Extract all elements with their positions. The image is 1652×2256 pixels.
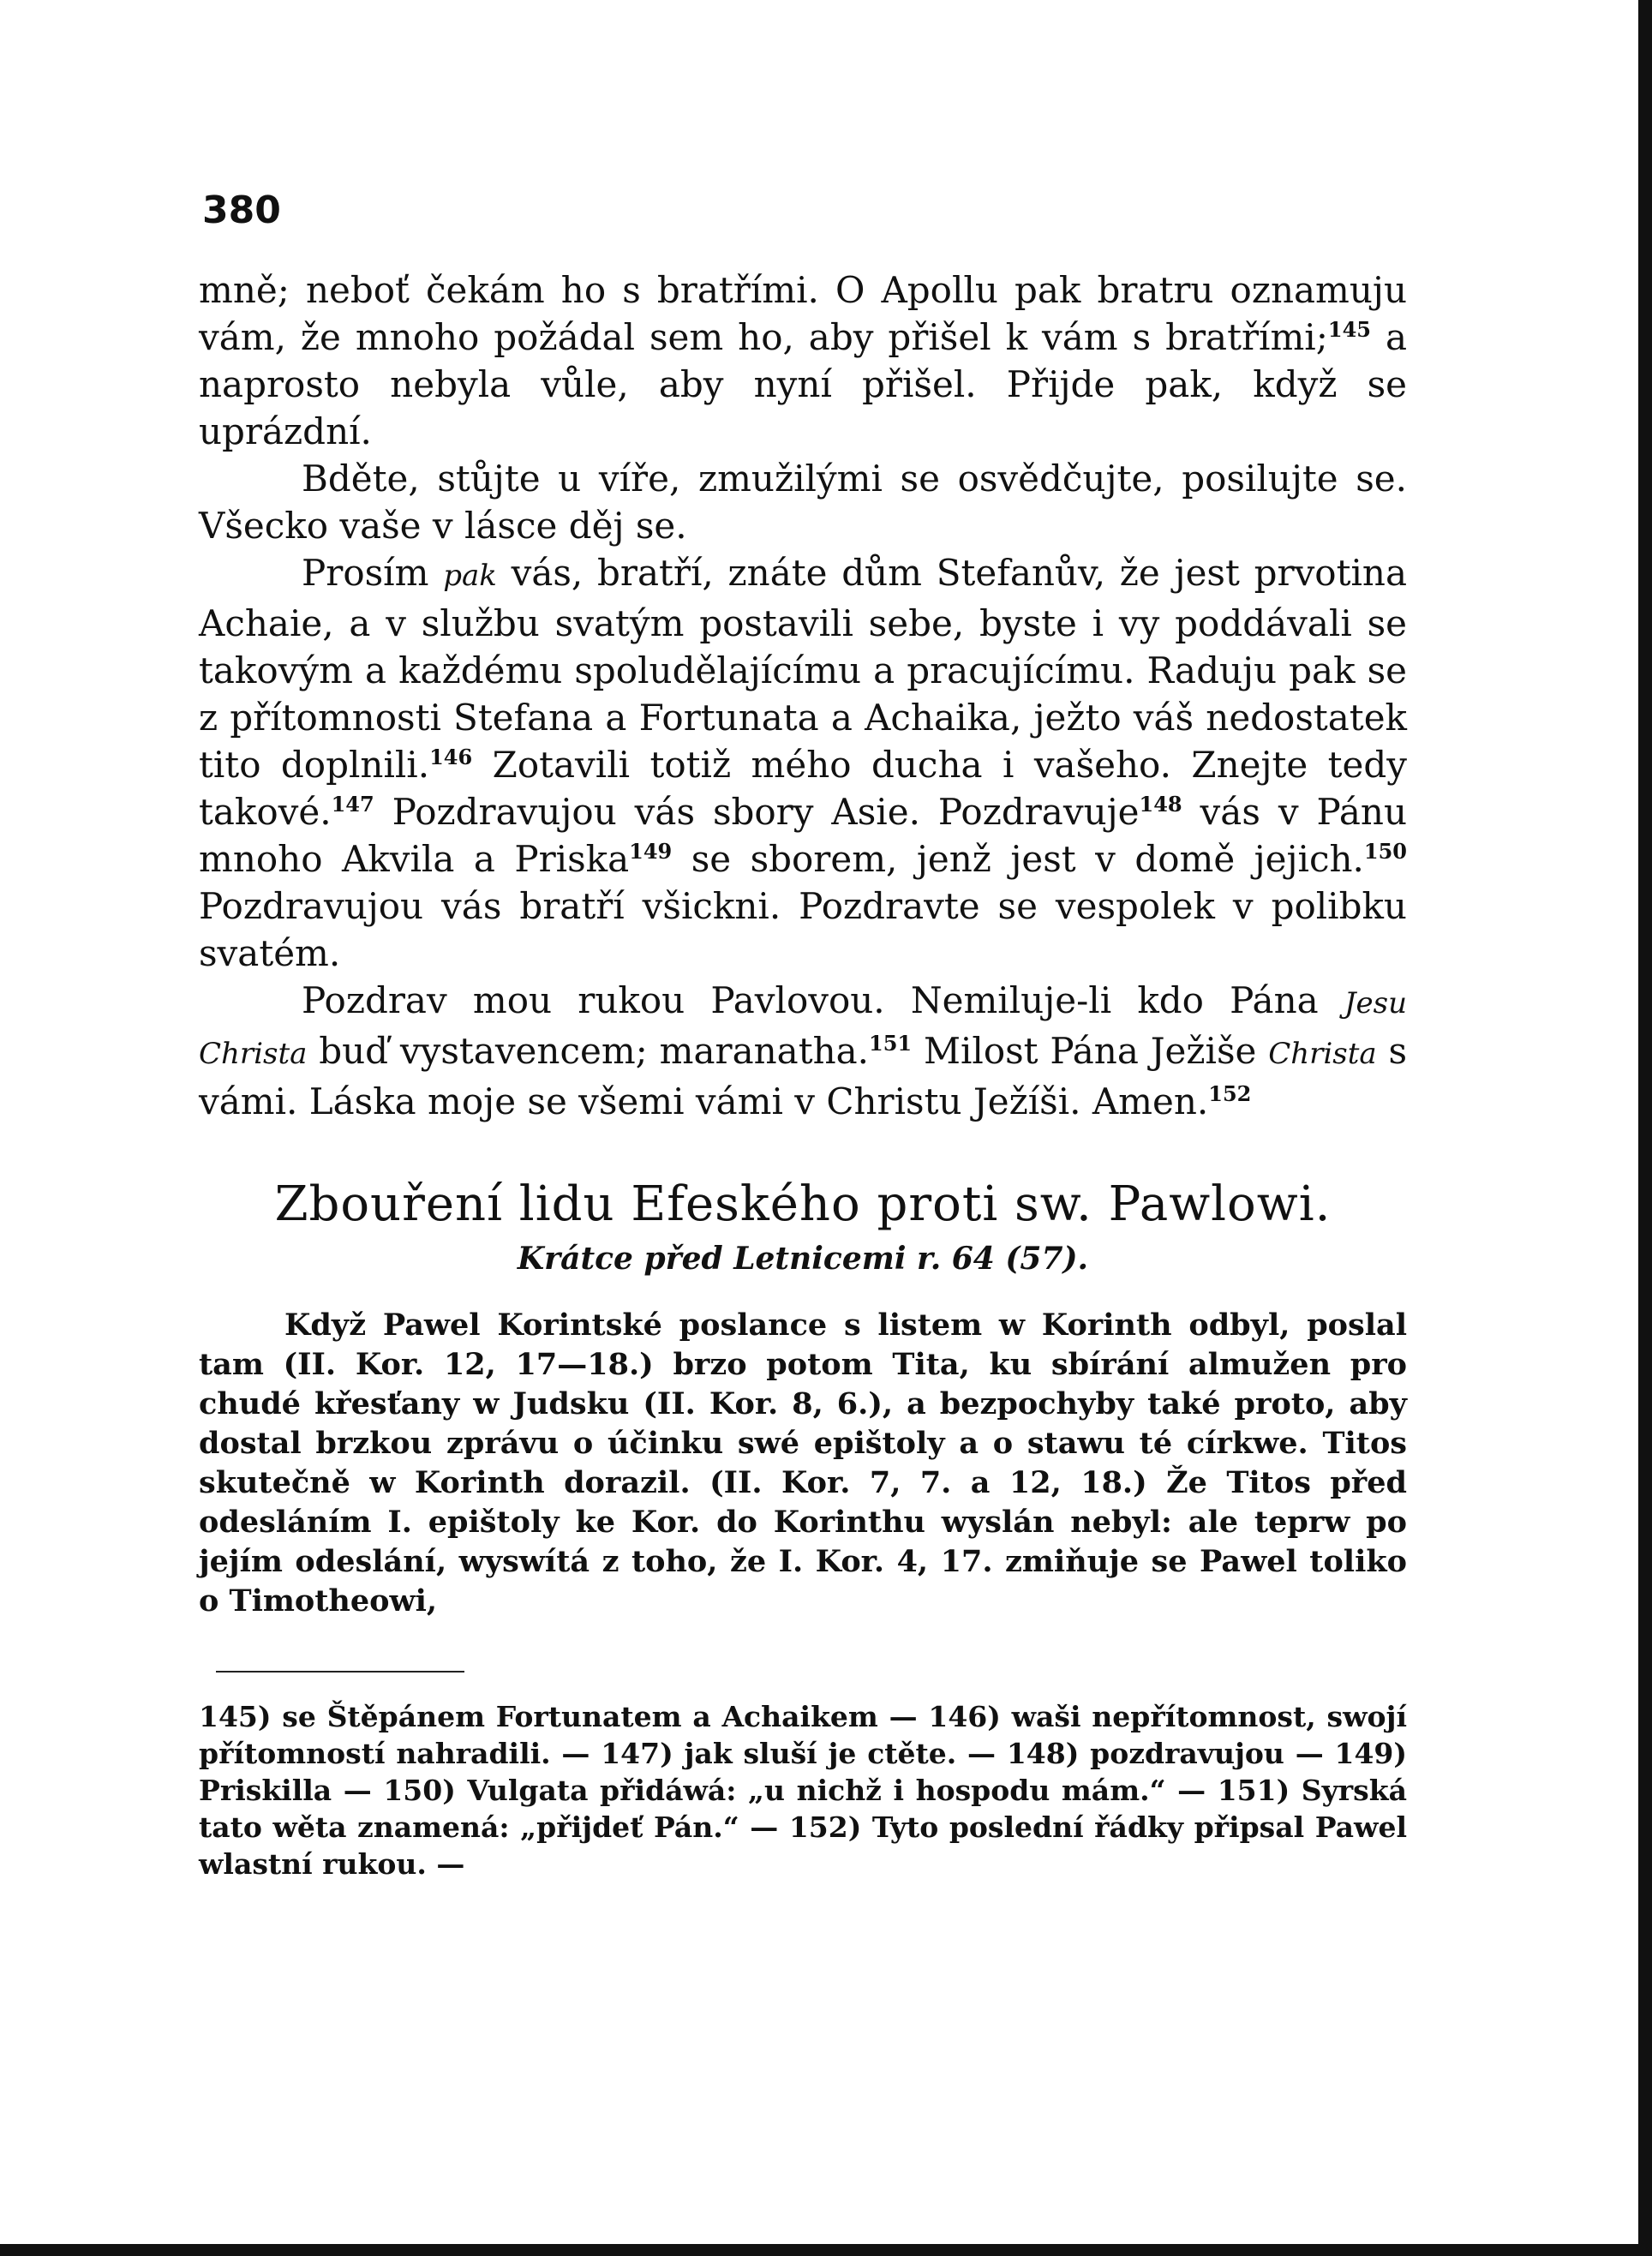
main-text-block xyxy=(199,266,1407,1125)
footnote-number: 145) xyxy=(199,1700,272,1733)
footnote-number: 146) xyxy=(928,1700,1001,1733)
footnotes-paragraph xyxy=(199,1698,1407,1882)
body-paragraph xyxy=(199,977,1407,1125)
intro-block xyxy=(199,1306,1407,1621)
footnote-text: Tyto poslední řádky připsal Pawel wlastní rukou. — xyxy=(199,1810,1407,1881)
footnote-number: 152) xyxy=(788,1810,862,1844)
text-run: Pozdravujou vás bratří všickni. Pozdravte se vespolek v polibku svatém. xyxy=(199,885,1407,974)
footnote-divider xyxy=(216,1671,464,1673)
footnote-ref: 148 xyxy=(1139,792,1182,817)
footnotes-block xyxy=(199,1698,1407,1882)
footnote-ref: 150 xyxy=(1363,839,1407,864)
footnote-text: Priskilla — xyxy=(199,1774,384,1807)
italic-run: Christa xyxy=(1268,1037,1377,1071)
section-subtitle: Krátce před Letnicemi r. 64 (57). xyxy=(517,1241,1089,1277)
page-number: 380 xyxy=(202,188,281,232)
text-run: Pozdrav mou rukou Pavlovou. Nemiluje-li kdo Pána xyxy=(302,979,1344,1021)
text-run: Prosím xyxy=(302,552,444,594)
text-run: Bděte, stůjte u víře, zmužilými se osvědčujte, posilujte se. Všecko vaše v lásce děj se. xyxy=(199,458,1407,547)
body-paragraph xyxy=(199,549,1407,977)
book-page xyxy=(199,188,1407,2219)
scan-border-right xyxy=(1638,0,1652,2256)
footnote-text: Vulgata přidáwá: „u nichž i hospodu mám.“ — xyxy=(455,1774,1218,1807)
body-paragraph xyxy=(199,266,1407,455)
footnote-text: Syrská tato wěta znamená: „přijdeť Pán.“ — xyxy=(199,1774,1408,1844)
text-run: Milost Pána Ježiše xyxy=(912,1030,1269,1072)
section-title: Zbouření lidu Efeského proti sw. Pawlowi. xyxy=(274,1176,1332,1232)
text-run: s vámi. Láska moje se všemi vámi v Christu Ježíši. Amen. xyxy=(199,1030,1408,1122)
footnote-ref: 149 xyxy=(629,839,673,864)
text-run: a naprosto nebyla vůle, aby nyní přišel. Přijde pak, když se uprázdní. xyxy=(199,316,1407,452)
text-run: se sborem, jenž jest v domě jejich. xyxy=(672,838,1364,880)
footnote-number: 147) xyxy=(601,1737,673,1770)
footnote-ref: 152 xyxy=(1208,1081,1252,1106)
footnote-number: 148) xyxy=(1006,1737,1080,1770)
footnote-text: se Štěpánem Fortunatem a Achaikem — xyxy=(271,1700,929,1733)
footnote-ref: 147 xyxy=(331,792,374,817)
footnote-ref: 146 xyxy=(429,745,473,769)
footnote-text: jak sluší je ctěte. — xyxy=(673,1737,1007,1770)
italic-run: pak xyxy=(443,559,497,593)
footnote-text: waši nepřítomnost, swojí přítomností nahradili. — xyxy=(199,1700,1407,1770)
text-run: vás, bratří, znáte dům Stefanův, že jest prvotina Achaie, a v službu svatým postavili sebe, byste i vy poddávali se takovým a každému spoludělajícímu a pracujícímu. Raduju pak se z přítomnosti Stefana a Fortunata a Achaika, ježto váš nedostatek tito doplnili. xyxy=(199,552,1407,786)
italic-run: Jesu Christa xyxy=(199,986,1407,1071)
text-run: Zotavili totiž mého ducha i vašeho. Znejte tedy takové. xyxy=(199,744,1408,833)
footnote-ref: 145 xyxy=(1327,317,1371,342)
intro-paragraph: Když Pawel Korintské poslance s listem w Korinth odbyl, poslal tam (II. Kor. 12, 17—18.) brzo potom Tita, ku sbírání almužen pro chudé křesťany w Judsku (II. Kor. 8, 6.), a bezpochyby také proto, aby dostal brzkou zprávu o účinku swé epištoly a o stawu té církwe. Titos skutečně w Korinth dorazil. (II. Kor. 7, 7. a 12, 18.) Že Titos před odesláním I. epištoly ke Kor. do Korinthu wyslán nebyl: ale teprw po jejím odeslání, wyswítá z toho, že I. Kor. 4, 17. zmiňuje se Pawel toliko o Timotheowi, xyxy=(199,1308,1407,1619)
text-run: buď vystavencem; maranatha. xyxy=(307,1030,870,1072)
footnote-ref: 151 xyxy=(869,1031,913,1056)
footnote-number: 150) xyxy=(383,1774,456,1807)
footnote-number: 151) xyxy=(1217,1774,1290,1807)
scan-border-bottom xyxy=(0,2244,1652,2256)
footnote-number: 149) xyxy=(1334,1737,1407,1770)
text-run: Pozdravujou vás sbory Asie. Pozdravuje xyxy=(374,791,1140,833)
body-paragraph xyxy=(199,455,1407,549)
text-run: vás v Pánu mnoho Akvila a Priska xyxy=(199,791,1407,880)
text-run: mně; neboť čekám ho s bratřími. O Apollu pak bratru oznamuju vám, že mnoho požádal sem ho, aby přišel k vám s bratřími; xyxy=(199,269,1407,358)
footnote-text: pozdravujou — xyxy=(1079,1737,1335,1770)
